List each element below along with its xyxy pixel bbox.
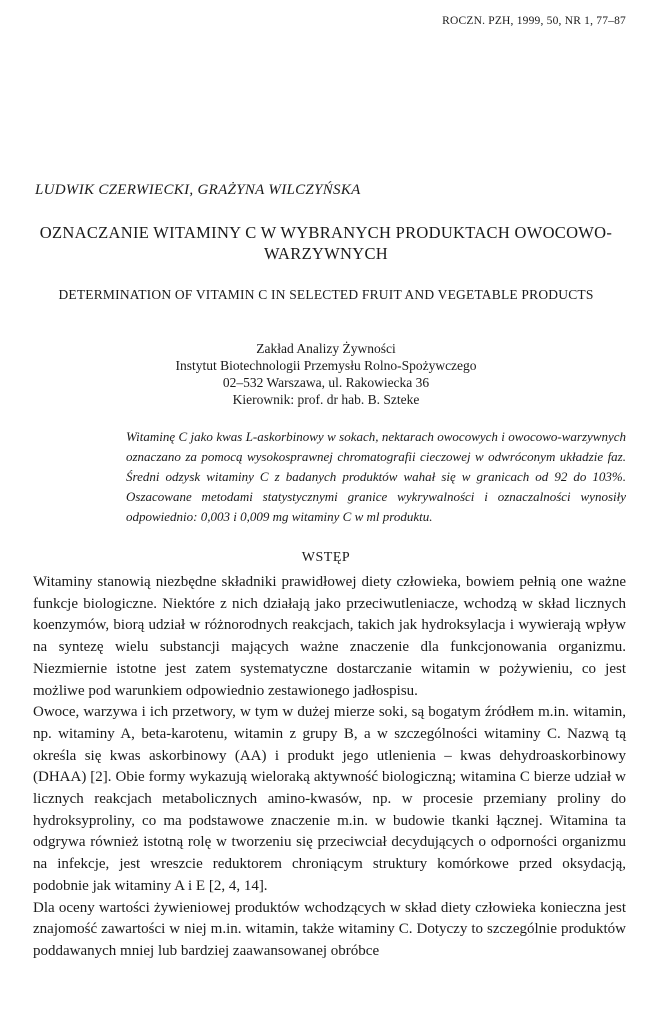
section-heading: WSTĘP [301, 550, 351, 565]
title-english: DETERMINATION OF VITAMIN C IN SELECTED FRUIT AND VEGETABLE PRODUCTS [58, 287, 594, 302]
paragraph: Dla oceny wartości żywieniowej produktów wchodzących w skład diety człowieka konieczna jest znajomość zawartości w niej m.in. witamin, także witaminy C. Dotyczy to szczególnie produktów poddawanych mniej lub bardziej zaawansowanej obróbce [33, 899, 626, 959]
abstract: Witaminę C jako kwas L-askorbinowy w sokach, nektarach owocowych i owocowo-warzywnych oznaczano za pomocą wysokosprawnej chromatografii cieczowej w odwróconym układzie faz. Średni odzysk witaminy C z badanych produktów wahał się w granicach od 92 do 103%. Oszacowane metodami statystycznymi granice wykrywalności i oznaczalności wynosiły odpowiednio: 0,003 i 0,009 mg witaminy C w ml produktu. [126, 429, 626, 524]
affiliation-institute: Instytut Biotechnologii Przemysłu Rolno-Spożywczego [175, 358, 477, 373]
authors: LUDWIK CZERWIECKI, GRAŻYNA WILCZYŃSKA [35, 182, 361, 198]
journal-citation: ROCZN. PZH, 1999, 50, NR 1, 77–87 [442, 15, 626, 27]
affiliation [20, 340, 632, 408]
affiliation-head: Kierownik: prof. dr hab. B. Szteke [232, 392, 420, 407]
affiliation-address: 02–532 Warszawa, ul. Rakowiecka 36 [222, 375, 430, 390]
affiliation-department: Zakład Analizy Żywności [256, 341, 396, 356]
paragraph: Owoce, warzywa i ich przetwory, w tym w dużej mierze soki, są bogatym źródłem m.in. witamin, np. witaminy A, beta-karotenu, witamin z grupy B, a w szczególności witaminy C. Nazwą tą określa się kwas askorbinowy (AA) i produkt jego utlenienia – kwas dehydroaskorbinowy (DHAA) [2]. Obie formy wykazują wieloraką aktywność biologiczną; witamina C bierze udział w licznych reakcjach metabolicznych amino-kwasów, np. w procesie przemiany proliny do hydroksyproliny, co ma podstawowe znaczenie m.in. w budowie tkanki łącznej. Witamina ta odgrywa również istotną rolę w tworzeniu się przeciwciał decydujących o odporności organizmu na infekcje, jest wreszcie reduktorem chroniącym struktury komórkowe przed oksydacją, podobnie jak witaminy A i E [2, 4, 14]. [33, 704, 626, 894]
body-text [33, 572, 626, 963]
title-polish: OZNACZANIE WITAMINY C W WYBRANYCH PRODUKTACH OWOCOWO-WARZYWNYCH [39, 223, 613, 263]
paragraph: Witaminy stanowią niezbędne składniki prawidłowej diety człowieka, bowiem pełnią one ważne funkcje biologiczne. Niektóre z nich działają jako przeciwutleniacze, wchodzą w skład licznych koenzymów, biorą udział w różnorodnych reakcjach, takich jak hydroksylacja i wywierają wpływ na syntezę wielu substancji mających ważne znaczenie dla funkcjonowania organizmu. Niezmiernie istotne jest zatem systematyczne dostarczanie witamin w pożywieniu, co jest możliwe pod warunkiem odpowiednio zestawionego jadłospisu. [33, 574, 626, 699]
